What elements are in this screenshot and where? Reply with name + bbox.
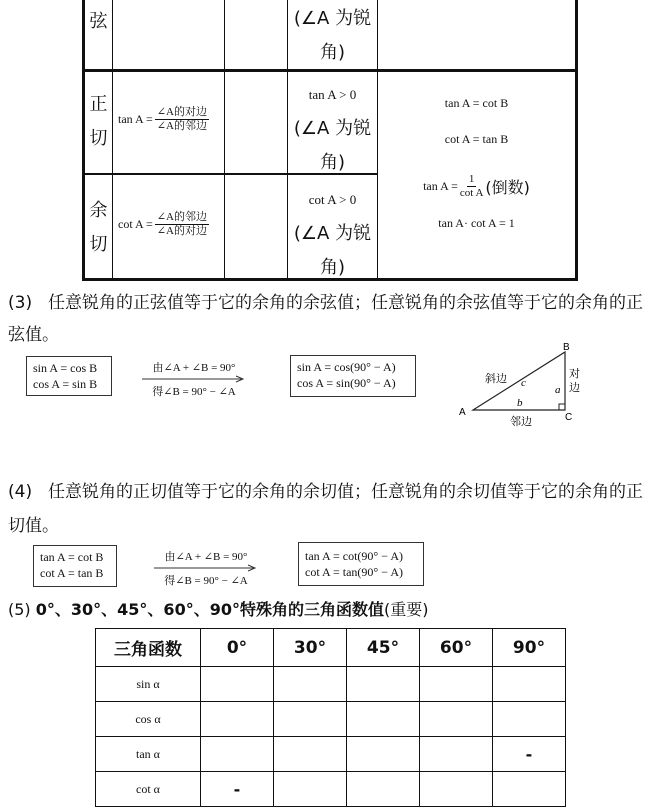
relation-reciprocal [378, 162, 575, 210]
tan-eq-cot: tan A = cot B [40, 550, 104, 564]
header-cell: 60° [420, 629, 493, 667]
value-cell [201, 702, 274, 737]
value-cell [201, 737, 274, 772]
side-b-label: b [517, 397, 523, 409]
tan-positive: tan A > 0 [308, 87, 357, 102]
cot-numerator: ∠A的邻边 [156, 211, 207, 223]
opposite-label-2: 边 [569, 381, 580, 394]
function-cell: cos α [96, 702, 201, 737]
section3-box-left [26, 356, 112, 396]
arrow-result: 得∠B = 90° − ∠A [164, 575, 248, 587]
relation-cot-tan: cot A = tan B [444, 132, 509, 146]
relation-tan-cot: tan A = cot B [444, 96, 509, 110]
header-cell: 90° [493, 629, 566, 667]
row3-name-char1: 余 [89, 200, 108, 221]
adjacent-label: 邻边 [510, 415, 532, 428]
cot-definition [118, 211, 209, 238]
side-c-label: c [521, 377, 526, 389]
value-cell [201, 667, 274, 702]
relations [378, 96, 575, 236]
section3-arrow [138, 359, 250, 399]
right-arrow-icon [150, 564, 262, 572]
row2-name-char1: 正 [89, 94, 108, 115]
tan-denominator: ∠A的邻边 [156, 120, 207, 132]
row3-condition-line2: 角) [319, 257, 346, 278]
cot-positive: cot A > 0 [308, 192, 357, 207]
section5-heading-note: (重要) [383, 600, 429, 619]
special-angles-table [95, 628, 566, 807]
row2-condition [288, 80, 377, 178]
section4-text-line1: 任意锐角的正切值等于它的余角的余切值；任意锐角的余切值等于它的余角的正 [48, 482, 643, 502]
value-cell [347, 667, 420, 702]
value-cell [274, 737, 347, 772]
row2-name [85, 88, 112, 156]
section3-box-right [290, 355, 416, 397]
section4-box-right [298, 542, 424, 586]
right-triangle-diagram [455, 340, 595, 435]
function-cell: sin α [96, 667, 201, 702]
section5-heading-bold: 0°、30°、45°、60°、90°特殊角的三角函数值 [35, 600, 384, 619]
row1-name [85, 0, 112, 40]
value-cell [493, 702, 566, 737]
value-cell [493, 772, 566, 807]
side-a-label: a [555, 384, 561, 396]
vertex-b-label: B [563, 342, 570, 353]
opposite-label-1: 对 [569, 367, 580, 380]
value-cell [347, 702, 420, 737]
tan-numerator: ∠A的对边 [156, 106, 207, 118]
function-cell: tan α [96, 737, 201, 772]
cot-eq-tan-complement: cot A = tan(90° − A) [305, 565, 403, 579]
value-cell [420, 702, 493, 737]
value-cell [274, 702, 347, 737]
cot-lhs: cot A = [118, 217, 153, 231]
row1-condition [288, 0, 377, 69]
function-cell: cot α [96, 772, 201, 807]
tan-definition [118, 106, 209, 133]
row2-name-char2: 切 [89, 128, 108, 149]
row3-condition [288, 185, 377, 283]
reciprocal-numerator: 1 [468, 172, 475, 185]
arrow-condition: 由∠A + ∠B = 90° [164, 551, 248, 563]
sin-eq-cos-complement: sin A = cos(90° − A) [297, 360, 396, 374]
vertex-c-label: C [565, 412, 573, 423]
header-cell: 0° [201, 629, 274, 667]
value-cell: - [201, 772, 274, 807]
table-header-row [96, 629, 566, 667]
section3-marker: (3) [8, 293, 33, 313]
row2-condition-line1: (∠A 为锐 [293, 118, 372, 139]
cos-eq-sin-complement: cos A = sin(90° − A) [297, 376, 396, 390]
row1-condition-line2: 角) [319, 42, 346, 63]
cos-eq-sin: cos A = sin B [33, 377, 98, 391]
section4-box-left [33, 545, 117, 587]
value-cell [274, 772, 347, 807]
row1-name-char: 弦 [89, 11, 108, 32]
hypotenuse-label: 斜边 [485, 372, 507, 385]
section5-marker: (5) [8, 600, 31, 619]
value-cell: - [493, 737, 566, 772]
value-cell [274, 667, 347, 702]
header-cell: 30° [274, 629, 347, 667]
right-arrow-icon [138, 375, 250, 383]
row3-name [85, 194, 112, 262]
relation-product: tan A· cot A = 1 [438, 216, 515, 230]
reciprocal-lhs: tan A = [423, 178, 458, 193]
value-cell [420, 667, 493, 702]
value-cell [347, 737, 420, 772]
section4-marker: (4) [8, 482, 33, 502]
section3-text-line2: 弦值。 [8, 325, 59, 345]
row3-condition-line1: (∠A 为锐 [293, 223, 372, 244]
cot-denominator: ∠A的对边 [156, 225, 207, 237]
table-row [96, 772, 566, 807]
tan-eq-cot-complement: tan A = cot(90° − A) [305, 549, 403, 563]
table-row [96, 667, 566, 702]
section4-text-line2: 切值。 [8, 516, 59, 536]
section5-heading [8, 596, 428, 624]
row3-name-char2: 切 [89, 234, 108, 255]
value-cell [347, 772, 420, 807]
reciprocal-note: (倒数) [485, 177, 530, 197]
value-cell [493, 667, 566, 702]
section4-arrow [150, 548, 262, 588]
section3-text-line1: 任意锐角的正弦值等于它的余角的余弦值；任意锐角的余弦值等于它的余角的正 [48, 293, 643, 313]
header-cell: 三角函数 [96, 629, 201, 667]
table-row [96, 737, 566, 772]
row1-condition-line1: (∠A 为锐 [293, 8, 372, 29]
value-cell [420, 737, 493, 772]
cot-eq-tan: cot A = tan B [40, 566, 104, 580]
row2-condition-line2: 角) [319, 152, 346, 173]
table-row [96, 702, 566, 737]
tan-lhs: tan A = [118, 112, 153, 126]
sin-eq-cos: sin A = cos B [33, 361, 98, 375]
arrow-result: 得∠B = 90° − ∠A [152, 386, 236, 398]
value-cell [420, 772, 493, 807]
arrow-condition: 由∠A + ∠B = 90° [152, 362, 236, 374]
vertex-a-label: A [459, 407, 466, 418]
reciprocal-denominator: cot A [459, 186, 484, 199]
header-cell: 45° [347, 629, 420, 667]
